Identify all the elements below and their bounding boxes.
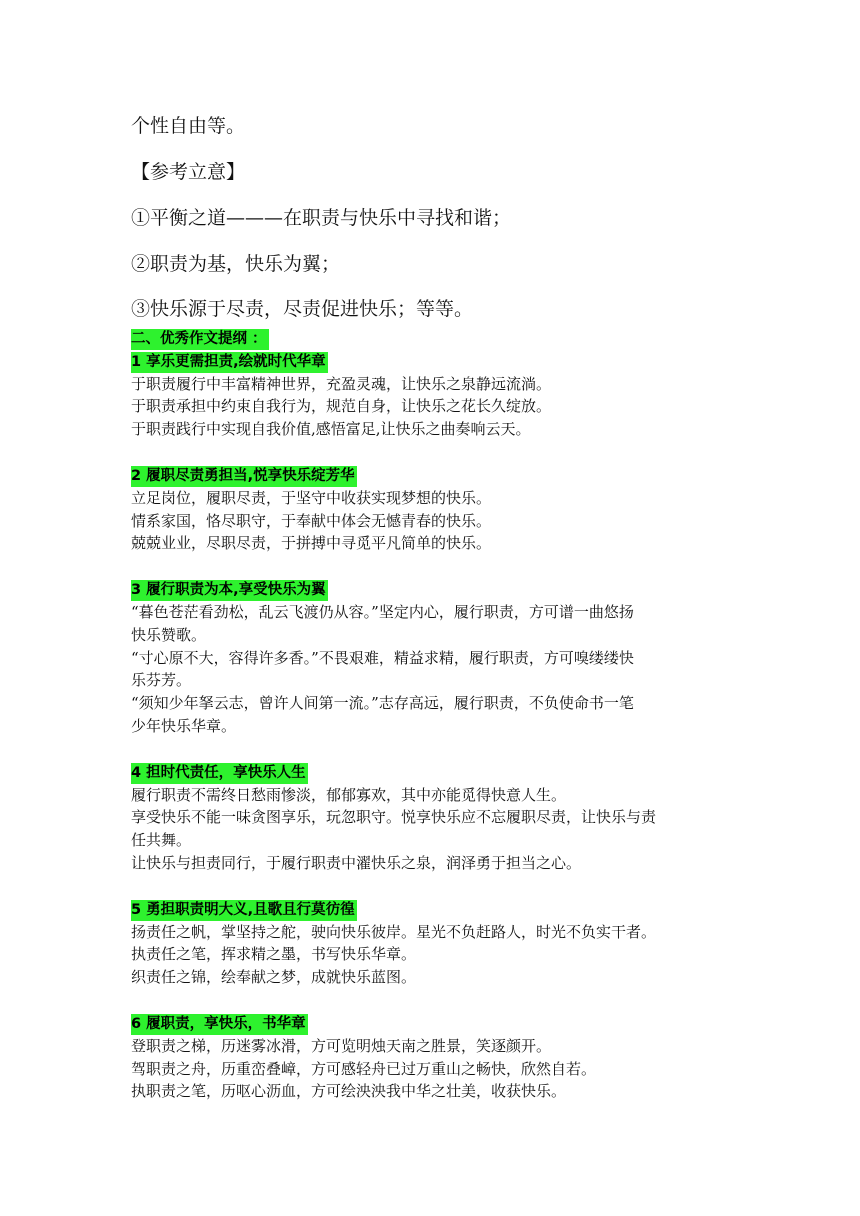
section-title: 3 履行职责为本,享受快乐为翼 (131, 580, 328, 601)
section-line: “寸心原不大，容得许多香。”不畏艰难，精益求精，履行职责，方可嗅缕缕快 (131, 648, 634, 667)
section-title: 5 勇担职责明大义,且歌且行莫彷徨 (131, 900, 357, 921)
section-line: “暮色苍茫看劲松，乱云飞渡仍从容。”坚定内心，履行职责，方可谱一曲悠扬 (131, 602, 634, 621)
outline-section (131, 327, 731, 1103)
section-line: 登职责之梯，历迷雾冰滑，方可览明烛天南之胜景，笑逐颜开。 (131, 1036, 552, 1055)
section-line: 乐芬芳。 (131, 671, 192, 690)
section-line: 任共舞。 (131, 831, 192, 850)
idea-item-1: ①平衡之道———在职责与快乐中寻找和谐； (131, 207, 512, 229)
outline-heading: 二、优秀作文提纲 ： (131, 329, 269, 350)
section-title: 6 履职责，享快乐，书华章 (131, 1014, 308, 1035)
idea-item-2: ②职责为基，快乐为翼； (131, 253, 341, 275)
section-title: 4 担时代责任，享快乐人生 (131, 763, 308, 784)
section-line: 履行职责不需终日愁雨惨淡，郁郁寡欢，其中亦能觅得快意人生。 (131, 785, 567, 804)
idea-item-3: ③快乐源于尽责，尽责促进快乐；等等。 (131, 298, 474, 320)
section-line: 立足岗位，履职尽责，于坚守中收获实现梦想的快乐。 (131, 488, 492, 507)
reference-heading: 【参考立意】 (131, 161, 246, 183)
section-title: 2 履职尽责勇担当,悦享快乐绽芳华 (131, 466, 357, 487)
section-line: 于职责承担中约束自我行为，规范自身，让快乐之花长久绽放。 (131, 397, 552, 416)
section-line: 于职责践行中实现自我价值,感悟富足,让快乐之曲奏响云天。 (131, 420, 531, 439)
section-title: 1 享乐更需担责,绘就时代华章 (131, 352, 328, 373)
section-line: 情系家国，恪尽职守，于奉献中体会无憾青春的快乐。 (131, 511, 492, 530)
intro-line: 个性自由等。 (131, 115, 246, 137)
section-line: 少年快乐华章。 (131, 716, 237, 735)
section-line: 于职责履行中丰富精神世界，充盈灵魂，让快乐之泉静远流淌。 (131, 374, 552, 393)
section-line: 织责任之锦，绘奉献之梦，成就快乐蓝图。 (131, 968, 417, 987)
section-line: 执职责之笔，历呕心沥血，方可绘泱泱我中华之壮美，收获快乐。 (131, 1082, 567, 1101)
section-line: 快乐赞歌。 (131, 625, 207, 644)
section-line: 兢兢业业，尽职尽责，于拼搏中寻觅平凡简单的快乐。 (131, 534, 492, 553)
section-line: 扬责任之帆，掌坚持之舵，驶向快乐彼岸。星光不负赶路人，时光不负实干者。 (131, 922, 657, 941)
section-line: 执责任之笔，挥求精之墨，书写快乐华章。 (131, 945, 417, 964)
section-line: 驾职责之舟，历重峦叠嶂，方可感轻舟已过万重山之畅快，欣然自若。 (131, 1059, 597, 1078)
section-line: 享受快乐不能一味贪图享乐，玩忽职守。悦享快乐应不忘履职尽责，让快乐与责 (131, 808, 657, 827)
section-line: “须知少年拏云志，曾许人间第一流。”志存高远，履行职责，不负使命书一笔 (131, 694, 634, 713)
section-line: 让快乐与担责同行，于履行职责中濯快乐之泉，润泽勇于担当之心。 (131, 853, 582, 872)
